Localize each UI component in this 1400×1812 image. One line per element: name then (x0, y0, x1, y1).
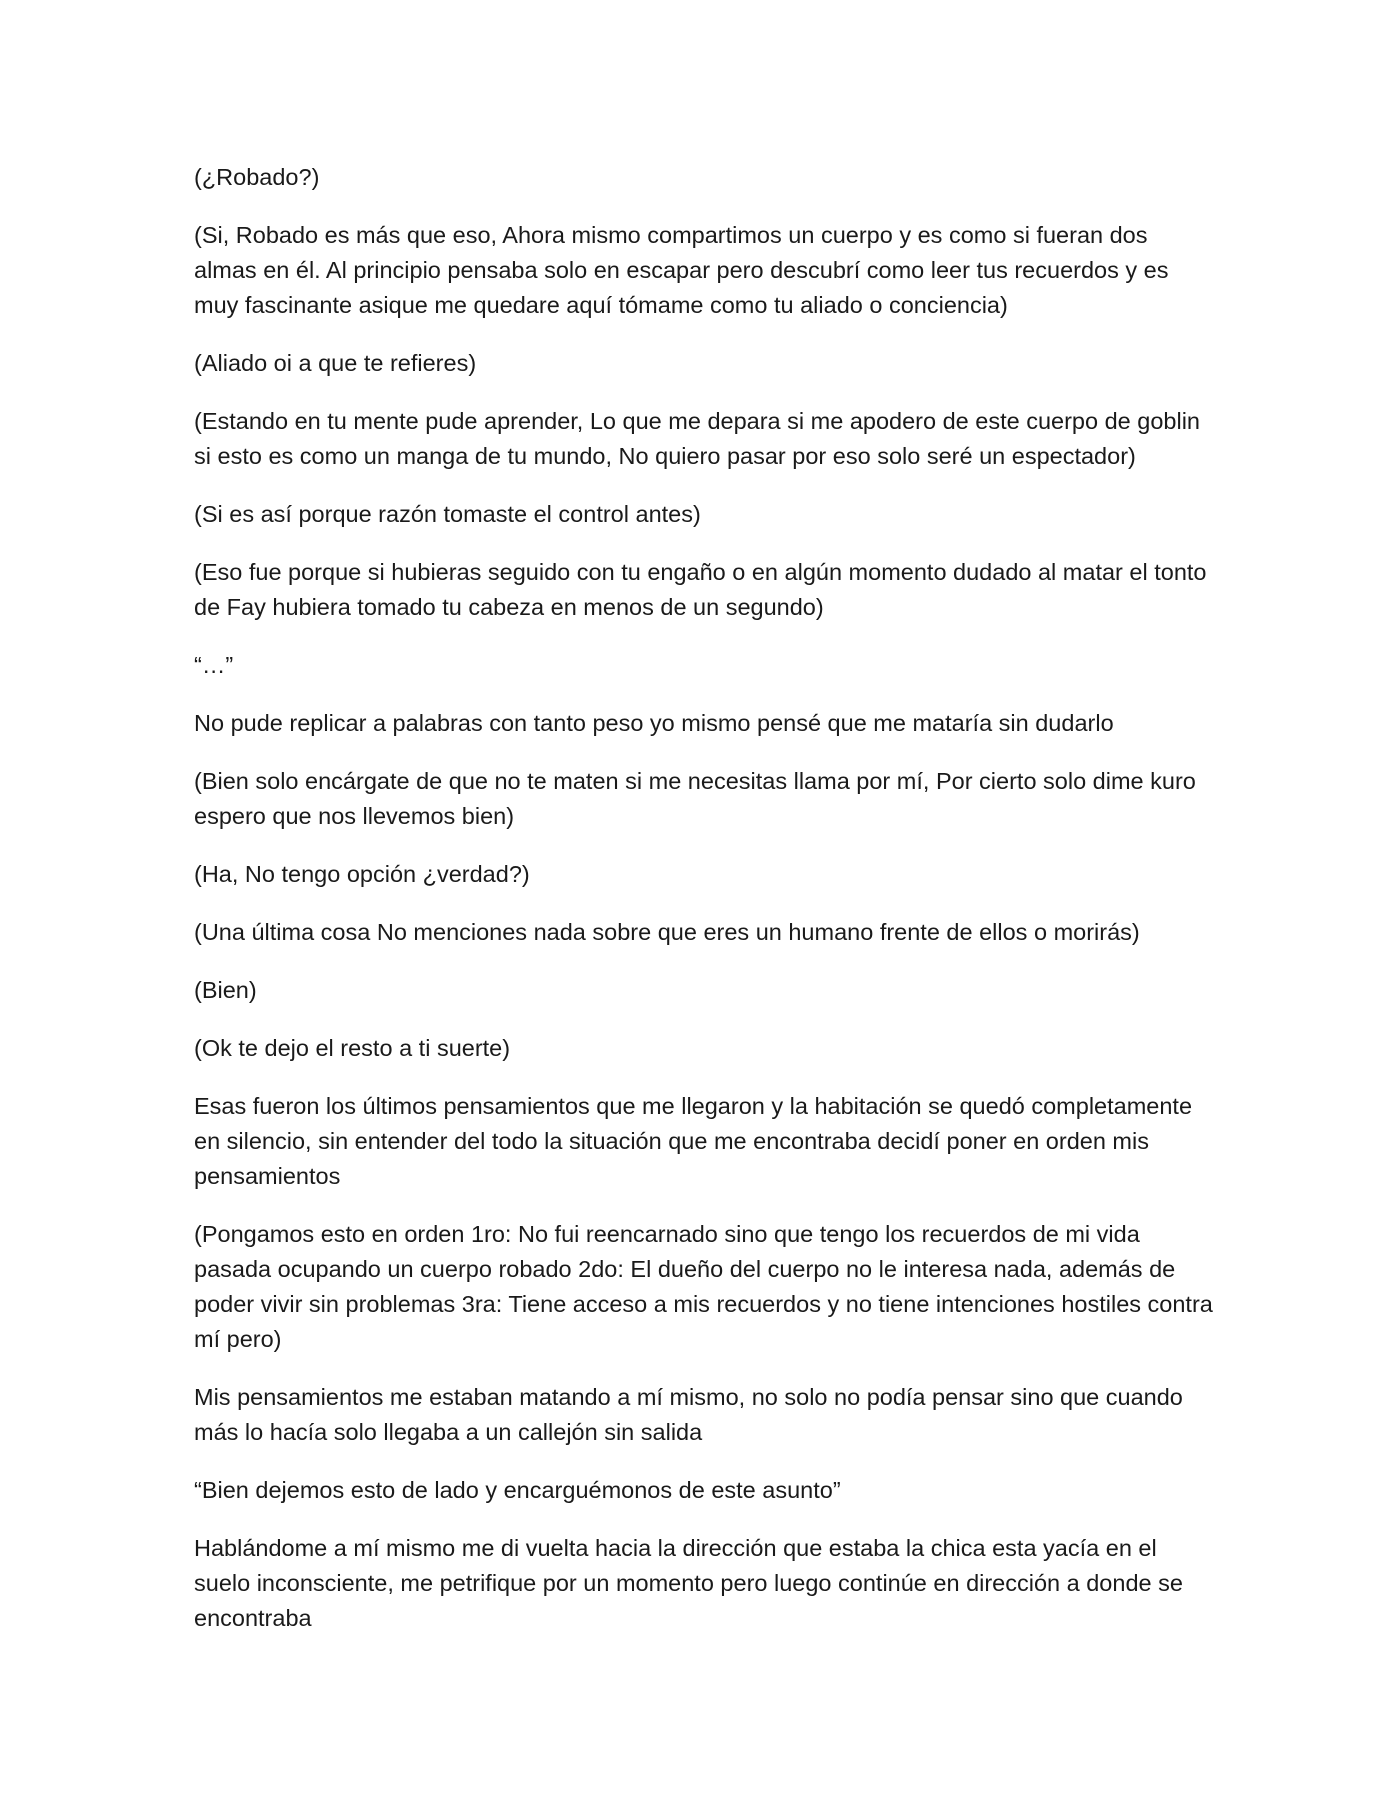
paragraph: (Eso fue porque si hubieras seguido con tu engaño o en algún momento dudado al matar el tonto de Fay hubiera tomado tu cabeza en menos de un segundo) (194, 559, 1207, 620)
paragraph: (Pongamos esto en orden 1ro: No fui reencarnado sino que tengo los recuerdos de mi vida pasada ocupando un cuerpo robado 2do: El dueño del cuerpo no le interesa nada, además de poder vivir sin problemas 3ra: Tiene acceso a mis recuerdos y no tiene intenciones hostiles contra mí pero) (194, 1221, 1213, 1352)
paragraph: (Si, Robado es más que eso, Ahora mismo compartimos un cuerpo y es como si fueran dos almas en él. Al principio pensaba solo en escapar pero descubrí como leer tus recuerdos y es muy fascinante asique me quedare aquí tómame como tu aliado o conciencia) (194, 222, 1169, 318)
paragraph: (Bien solo encárgate de que no te maten si me necesitas llama por mí, Por cierto solo dime kuro espero que nos llevemos bien) (194, 768, 1196, 829)
paragraph: No pude replicar a palabras con tanto peso yo mismo pensé que me mataría sin dudarlo (194, 710, 1114, 736)
paragraph: (Ok te dejo el resto a ti suerte) (194, 1035, 511, 1061)
paragraph: (Aliado oi a que te refieres) (194, 350, 477, 376)
paragraph: (Bien) (194, 977, 257, 1003)
paragraph: “Bien dejemos esto de lado y encarguémonos de este asunto” (194, 1477, 841, 1503)
paragraph: (Estando en tu mente pude aprender, Lo que me depara si me apodero de este cuerpo de goblin si esto es como un manga de tu mundo, No quiero pasar por eso solo seré un espectador) (194, 408, 1200, 469)
paragraph: (¿Robado?) (194, 164, 320, 190)
paragraph: (Ha, No tengo opción ¿verdad?) (194, 861, 530, 887)
paragraph: (Una última cosa No menciones nada sobre que eres un humano frente de ellos o morirás) (194, 919, 1140, 945)
paragraph: “…” (194, 652, 234, 678)
paragraph: Esas fueron los últimos pensamientos que me llegaron y la habitación se quedó completamente en silencio, sin entender del todo la situación que me encontraba decidí poner en orden mis pensamientos (194, 1093, 1193, 1189)
paragraph: Hablándome a mí mismo me di vuelta hacia la dirección que estaba la chica esta yacía en el suelo inconsciente, me petrifique por un momento pero luego continúe en dirección a donde se encontraba (194, 1535, 1183, 1631)
paragraph: Mis pensamientos me estaban matando a mí mismo, no solo no podía pensar sino que cuando más lo hacía solo llegaba a un callejón sin salida (194, 1384, 1183, 1445)
document-body (194, 160, 1214, 1659)
paragraph: (Si es así porque razón tomaste el control antes) (194, 501, 701, 527)
